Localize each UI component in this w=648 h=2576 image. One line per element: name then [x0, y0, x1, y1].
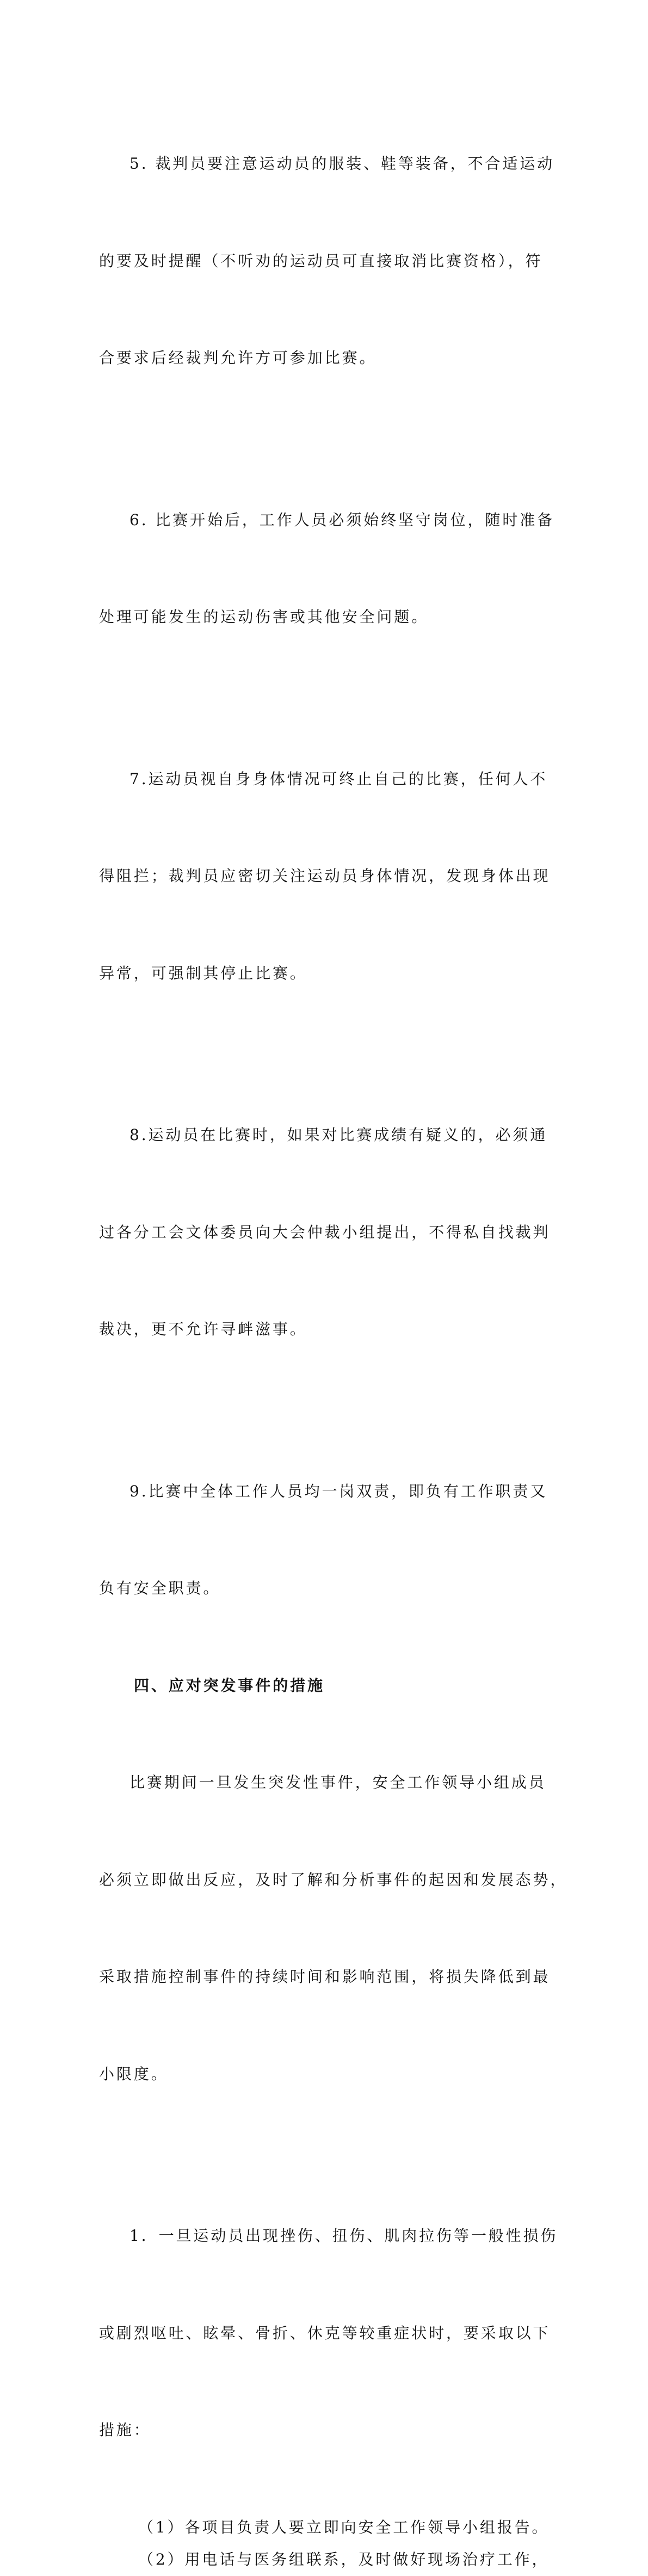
text-line: 5. 裁判员要注意运动员的服装、鞋等装备，不合适运动	[129, 155, 555, 172]
text-line: 过各分工会文体委员向大会仲裁小组提出，不得私自找裁判	[99, 1223, 551, 1241]
text-line: 得阻拦；裁判员应密切关注运动员身体情况，发现身体出现	[99, 867, 551, 885]
sub-item-1: （1）各项目负责人要立即向安全工作领导小组报告。	[138, 2518, 550, 2536]
text-line: 裁决，更不允许寻衅滋事。	[99, 1320, 307, 1338]
text-line: 7.运动员视自身身体情况可终止自己的比赛，任何人不	[129, 769, 548, 788]
section-intro-paragraph	[99, 1702, 568, 2155]
sub-item-2: （2）用电话与医务组联系，及时做好现场治疗工作，	[138, 2550, 550, 2568]
paragraph-item-6	[99, 439, 555, 698]
text-line: 比赛期间一旦发生突发性事件，安全工作领导小组成员	[129, 1773, 546, 1791]
document-body	[99, 83, 568, 2576]
text-line: 6. 比赛开始后，工作人员必须始终坚守岗位，随时准备	[129, 510, 555, 529]
text-line: 异常，可强制其停止比赛。	[99, 964, 307, 982]
measure-item-1	[99, 2155, 558, 2511]
text-line: 小限度。	[99, 2065, 169, 2083]
text-line: 1．一旦运动员出现挫伤、扭伤、肌肉拉伤等一般性损伤	[129, 2227, 558, 2245]
text-line: 采取措施控制事件的持续时间和影响范围，将损失降低到最	[99, 1968, 551, 1986]
text-line: 或剧烈呕吐、眩晕、骨折、休克等较重症状时，要采取以下	[99, 2324, 551, 2342]
text-line: 措施：	[99, 2421, 151, 2439]
paragraph-item-8	[99, 1054, 555, 1410]
paragraph-item-5	[99, 83, 555, 439]
text-line: 处理可能发生的运动伤害或其他安全问题。	[99, 608, 429, 626]
text-line: 的要及时提醒（不听劝的运动员可直接取消比赛资格），符	[99, 251, 543, 270]
text-line: 必须立即做出反应，及时了解和分析事件的起因和发展态势，	[99, 1870, 568, 1889]
text-line: 合要求后经裁判允许方可参加比赛。	[99, 349, 377, 367]
paragraph-item-9	[99, 1410, 555, 1669]
text-line: 负有安全职责。	[99, 1579, 221, 1597]
paragraph-item-7	[99, 698, 555, 1055]
text-line: 8.运动员在比赛时，如果对比赛成绩有疑义的，必须通	[129, 1126, 548, 1144]
section-heading: 四、应对突发事件的措施	[134, 1676, 325, 1694]
text-line: 9.比赛中全体工作人员均一岗双责，即负有工作职责又	[129, 1482, 548, 1500]
